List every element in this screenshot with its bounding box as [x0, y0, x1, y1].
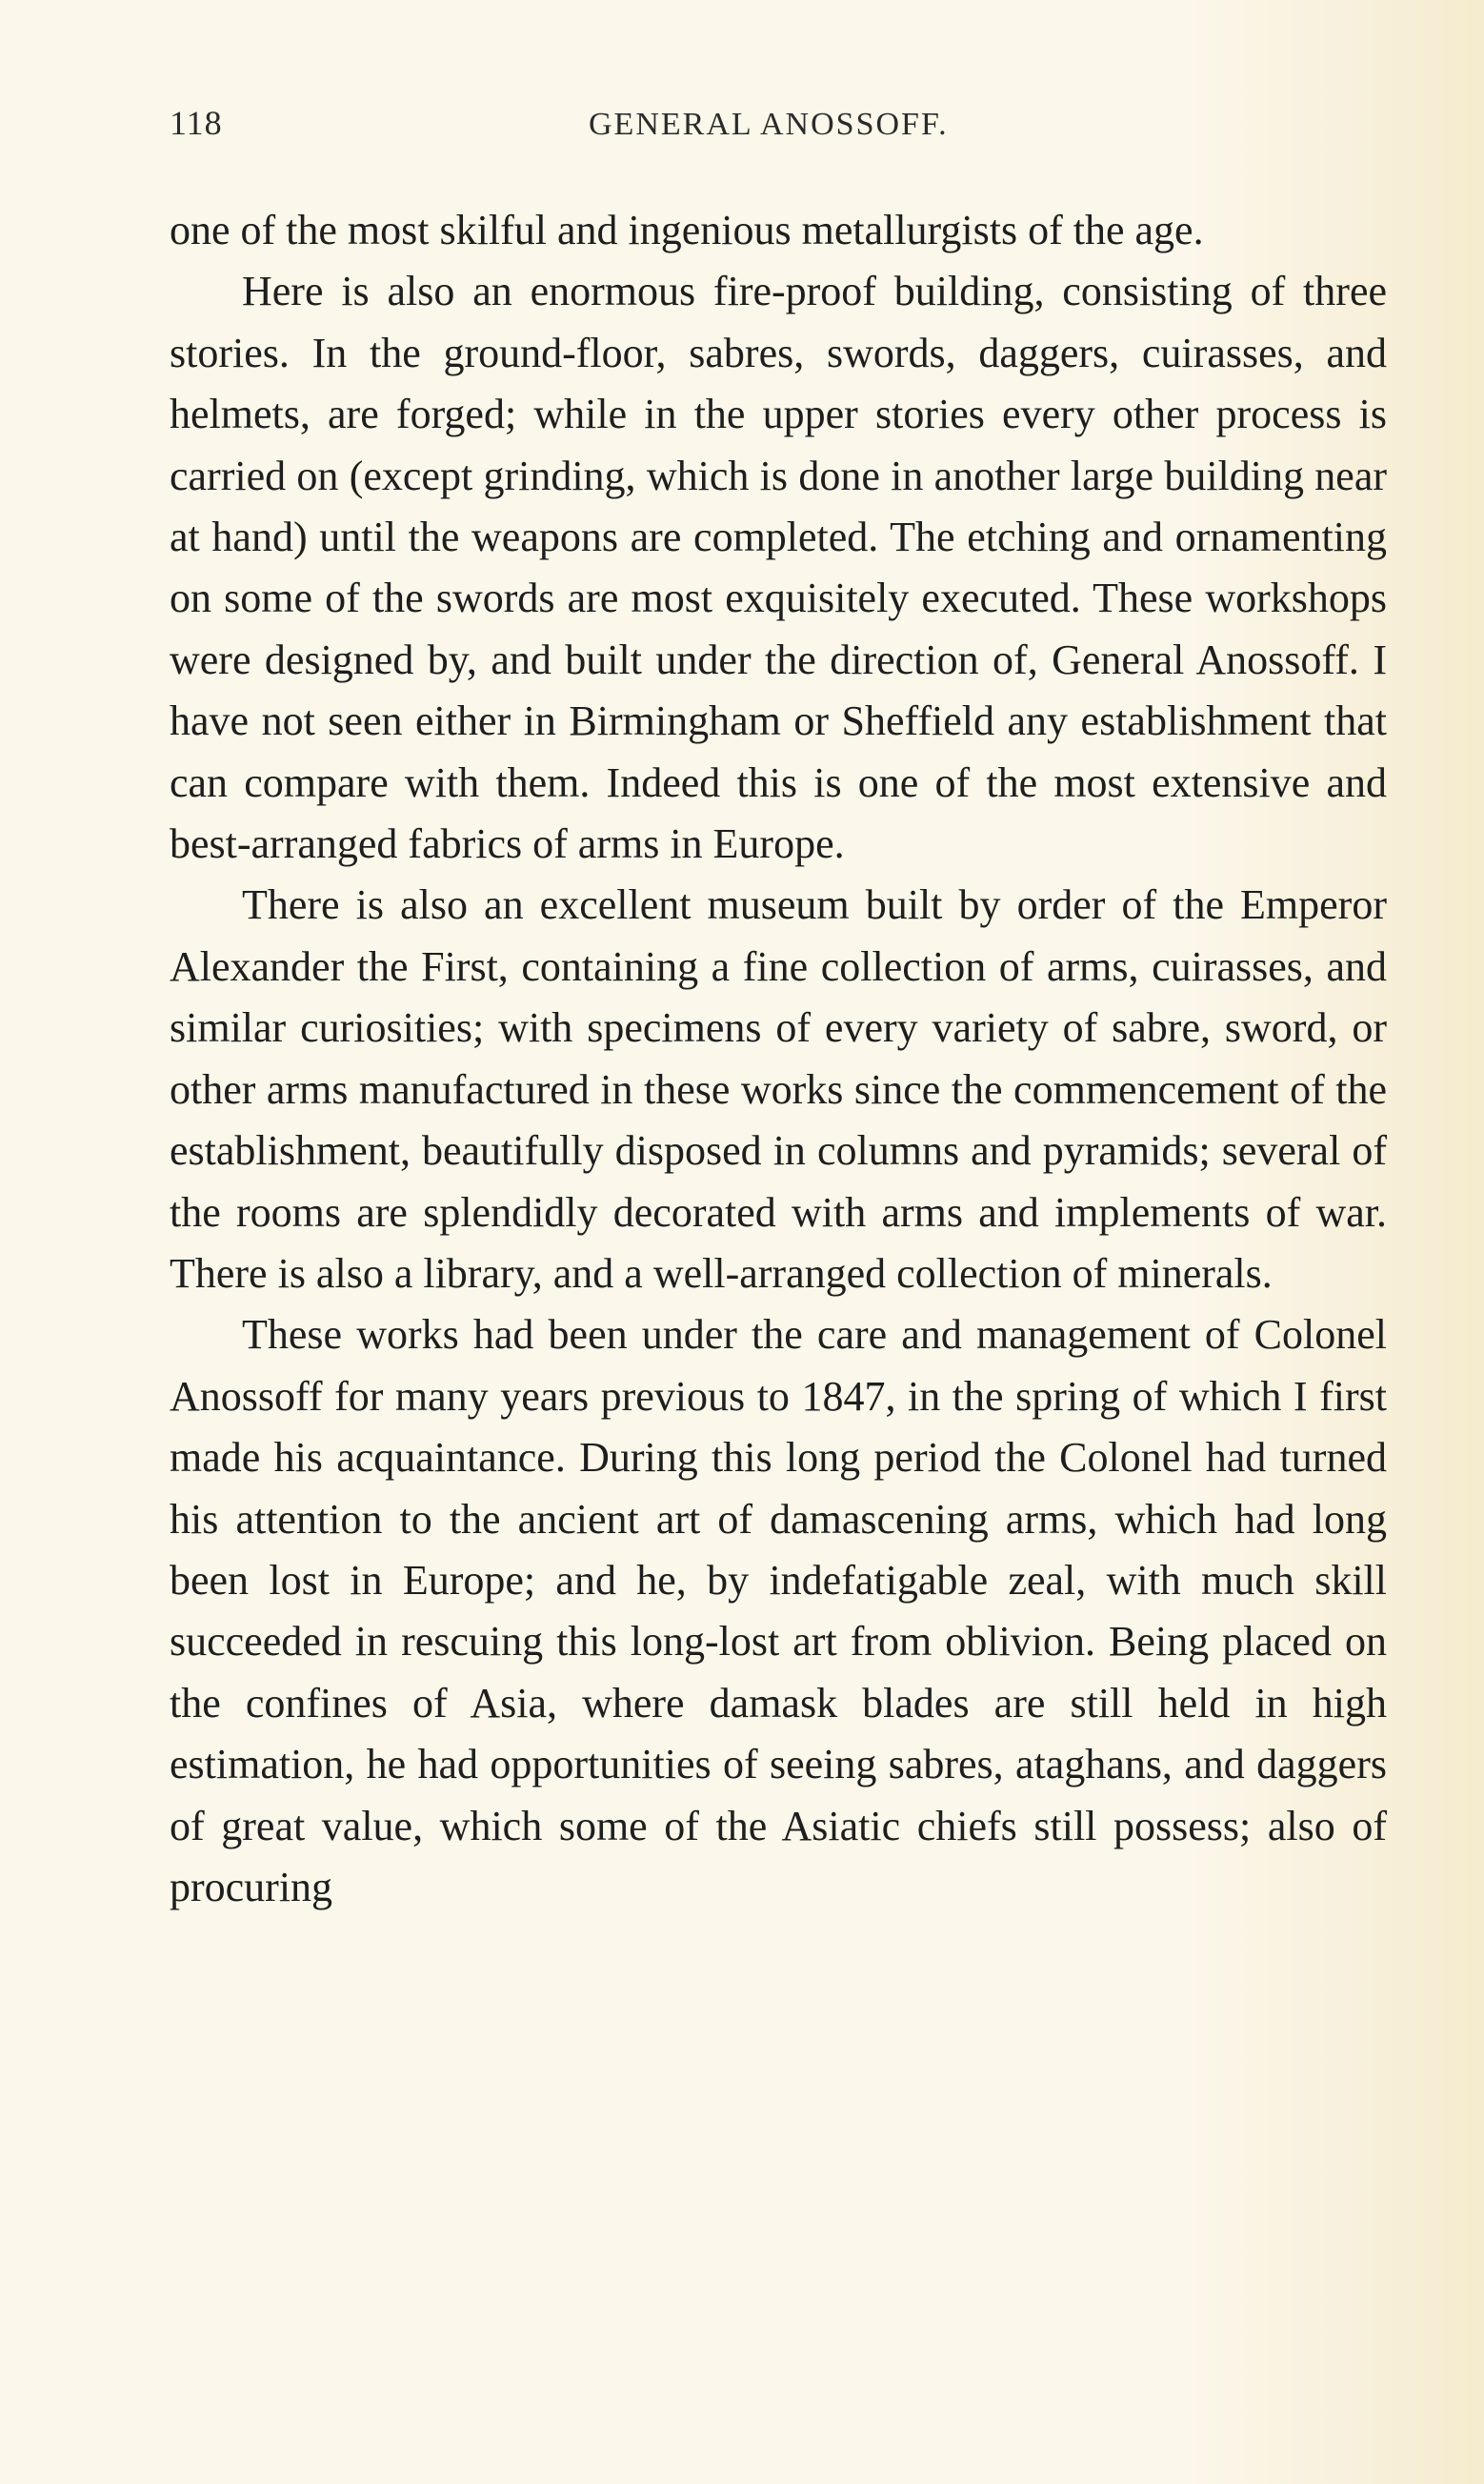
- running-title: GENERAL ANOSSOFF.: [589, 107, 949, 142]
- paragraph-museum: There is also an excellent museum built by order of the Emperor Alexander the First, containing a fine collection of arms, cuirasses, and similar curiosities; with specimens of every variety of sabre, sword, or other arms manufactured in these works since the commencement of the establishment, beautifully disposed in columns and pyramids; several of the rooms are splendidly decorated with arms and implements of war. There is also a library, and a well-arranged collection of minerals.: [170, 881, 1387, 1297]
- paragraph-continuation: one of the most skilful and ingenious metallurgists of the age.: [170, 207, 1204, 253]
- body-text: [170, 200, 1387, 1918]
- page-number: 118: [170, 104, 223, 142]
- paragraph-fireproof-building: Here is also an enormous fire-proof building, consisting of three stories. In the ground-floor, sabres, swords, daggers, cuirasses, and helmets, are forged; while in the upper stories every other process is carried on (except grinding, which is done in another large building near at hand) until the weapons are completed. The etching and ornamenting on some of the swords are most exquisitely executed. These workshops were designed by, and built under the direction of, General Anossoff. I have not seen either in Birmingham or Sheffield any establishment that can compare with them. Indeed this is one of the most extensive and best-arranged fabrics of arms in Europe.: [170, 268, 1387, 868]
- paragraph-damascening: These works had been under the care and management of Colonel Anossoff for many years previous to 1847, in the spring of which I first made his acquaintance. During this long period the Colonel had turned his attention to the ancient art of damascening arms, which had long been lost in Europe; and he, by indefatigable zeal, with much skill succeeded in rescuing this long-lost art from oblivion. Being placed on the confines of Asia, where damask blades are still held in high estimation, he had opportunities of seeing sabres, ataghans, and daggers of great value, which some of the Asiatic chiefs still possess; also of procuring: [170, 1311, 1387, 1910]
- page-header: [170, 103, 1389, 160]
